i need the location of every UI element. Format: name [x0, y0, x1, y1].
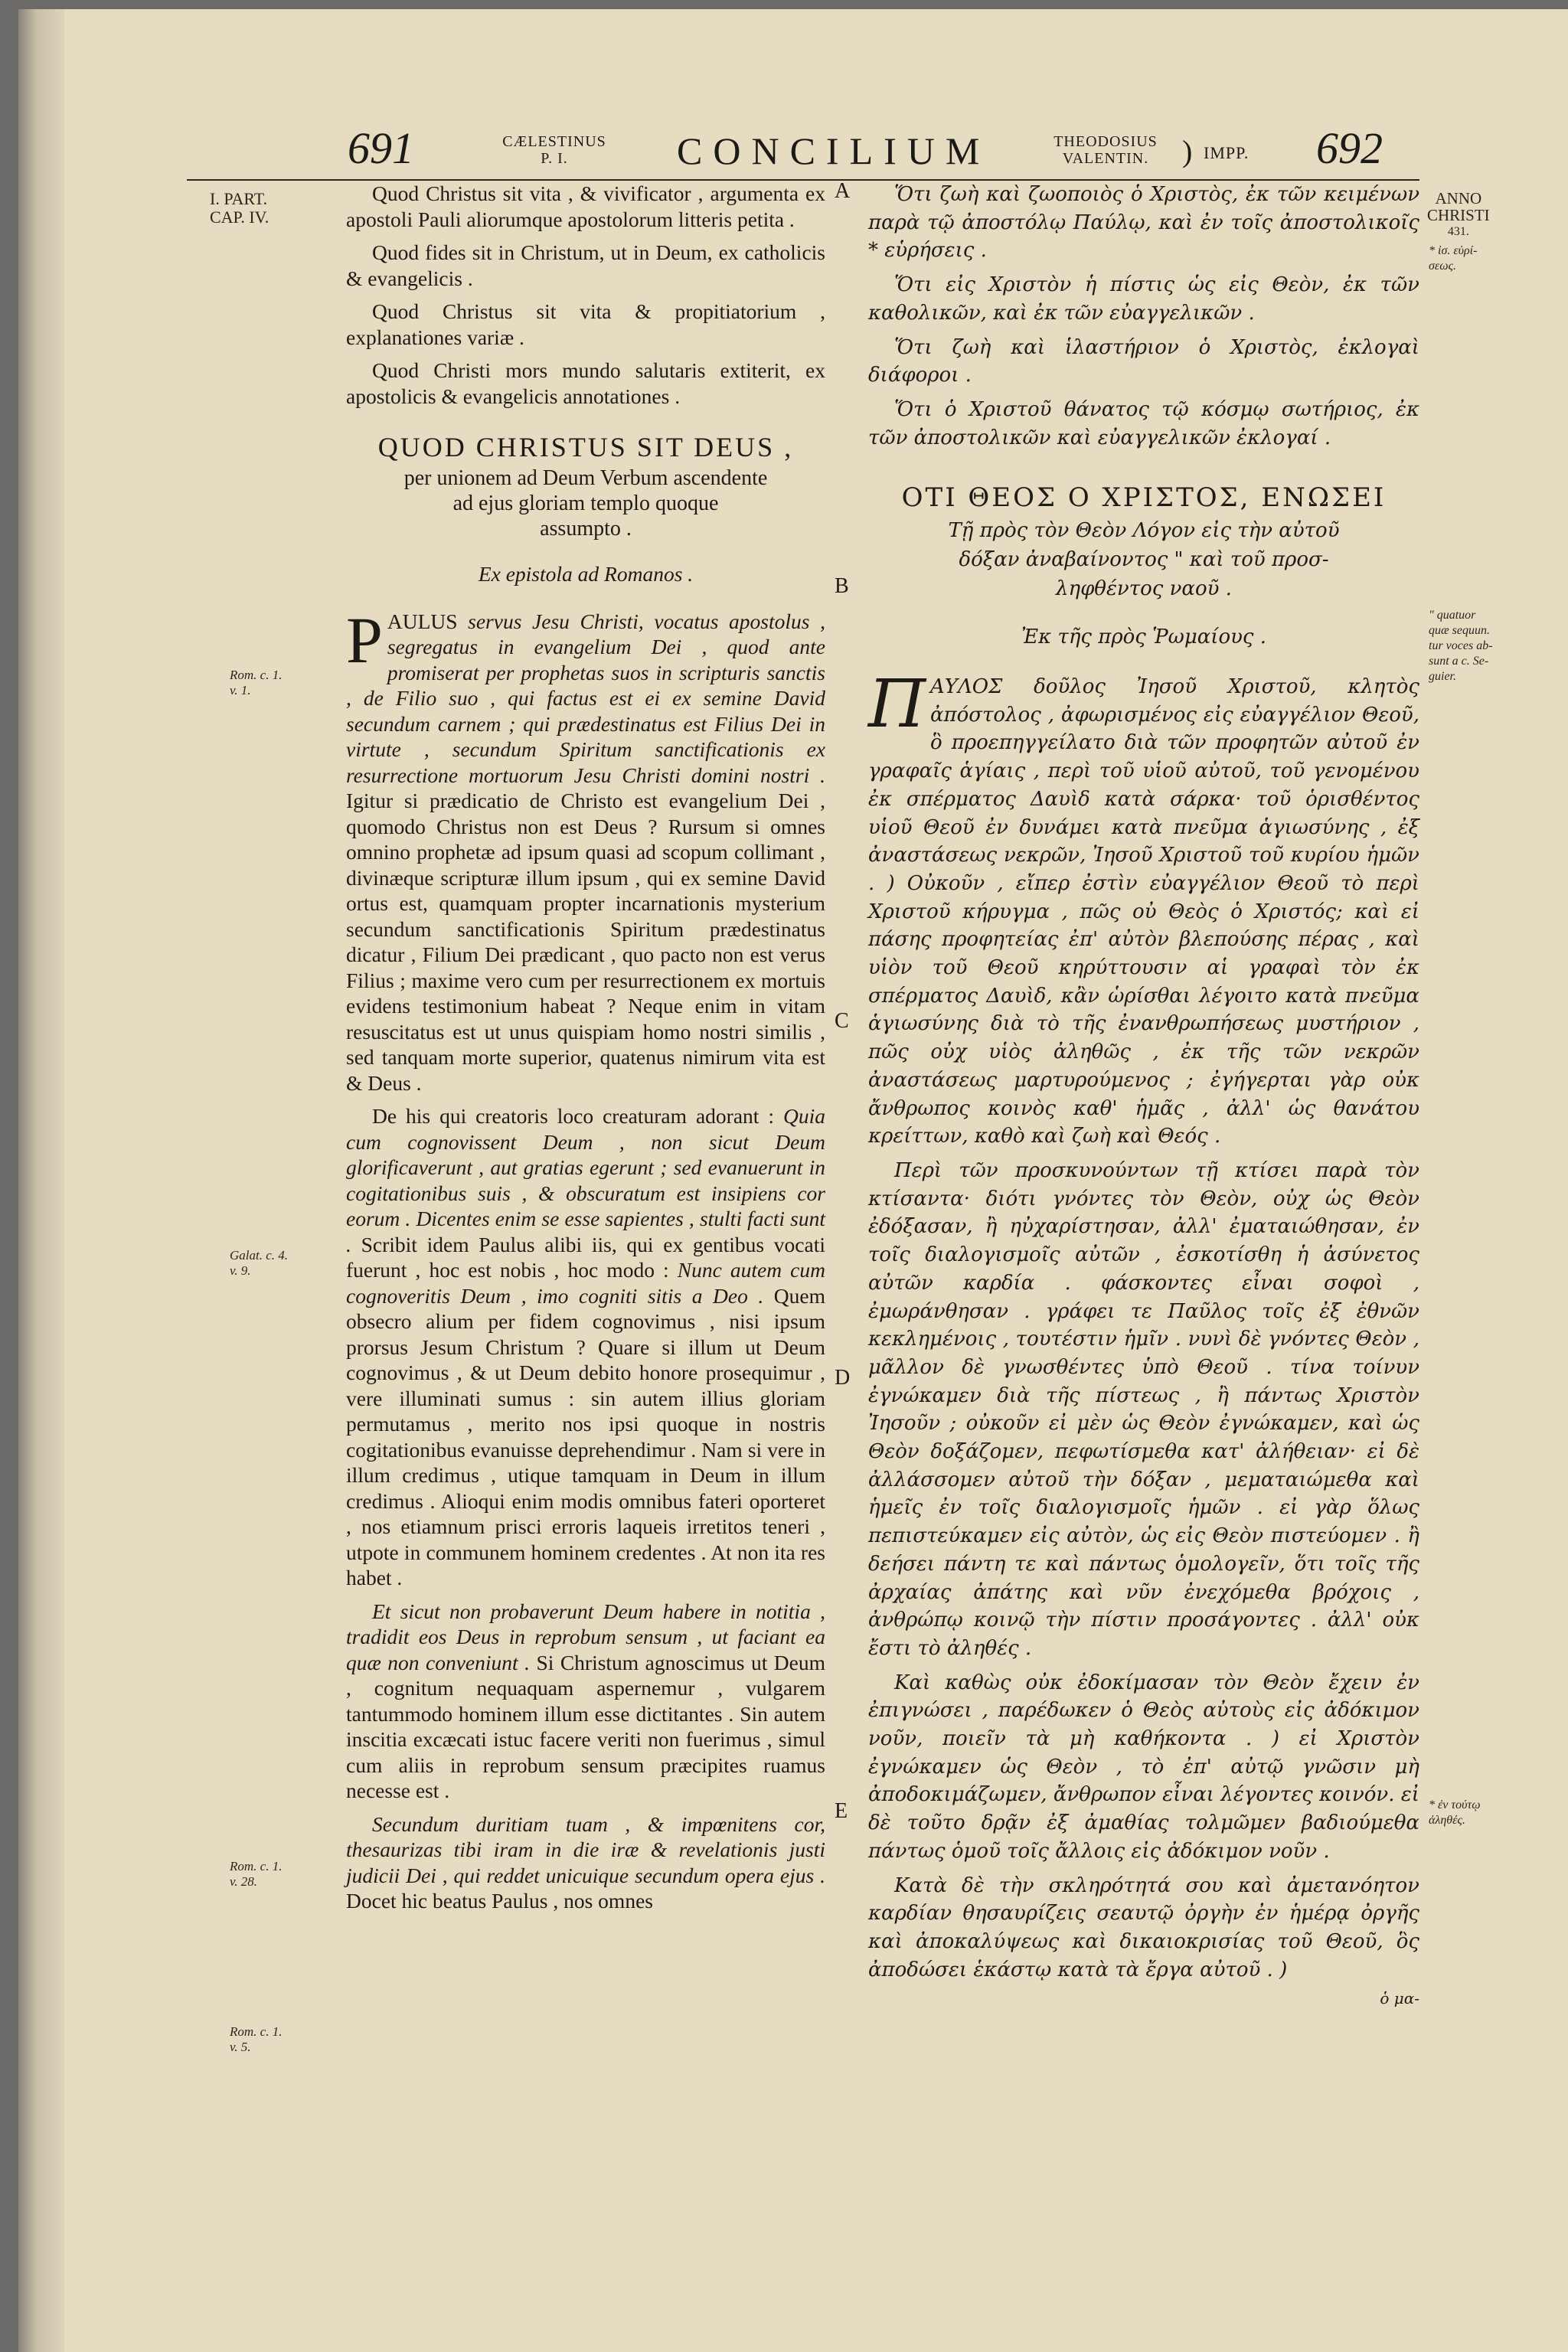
- header-emperor-2: VALENTIN.: [1062, 150, 1149, 167]
- margin-cap: CAP. IV.: [210, 207, 270, 227]
- latin-subheading-1: per unionem ad Deum Verbum ascendente: [403, 466, 768, 490]
- greek-column: [868, 181, 1419, 2007]
- margin-note-3-line2: ἀληθές.: [1429, 1814, 1465, 1827]
- latin-p4-text: Docet hic beatus Paulus , nos omnes: [346, 1889, 653, 1913]
- margin-note-2-line4: sunt a c. Se-: [1429, 655, 1489, 668]
- margin-note-2-line1: " quatuor: [1429, 609, 1476, 622]
- greek-summary-4: Ὅτι ὁ Χριστοῦ θάνατος τῷ κόσμῳ σωτήριος, ἐκ τῶν ἀποστολικῶν καὶ εὐαγγελικῶν ἐκλογαί .: [868, 397, 1419, 449]
- latin-summary-2: Quod fides sit in Christum, ut in Deum, ex catholicis & evangelicis .: [346, 240, 825, 290]
- margin-note-2-line5: guier.: [1429, 670, 1456, 683]
- page-number-right: 692: [1316, 123, 1383, 173]
- greek-subheading-1: Τῇ πρὸς τὸν Θεὸν Λόγον εἰς τὴν αὐτοῦ: [948, 519, 1340, 543]
- margin-note-3-line1: * ἐν τούτῳ: [1429, 1798, 1481, 1811]
- latin-summary-4: Quod Christi mors mundo salutaris extiterit, ex apostolicis & evangelicis annotationes .: [346, 358, 825, 408]
- latin-paragraph-2: [346, 1103, 825, 1591]
- latin-column: [346, 181, 825, 1922]
- margin-ref-rom2: [230, 1859, 282, 1890]
- section-letter-d: D: [835, 1366, 851, 1390]
- margin-part-cap: [210, 190, 269, 227]
- header-impp: IMPP.: [1204, 143, 1250, 162]
- margin-ref-galat-chapter: Galat. c. 4.: [230, 1248, 289, 1263]
- latin-p2-quote: Quia cum cognovissent Deum , non sicut Deum glorificaverunt , aut gratias egerunt ; sed evanuerunt in cogitationibus suis , & obscuratum est insipiens cor eorum . Dicentes enim se esse sapientes , stulti facti sunt .: [346, 1104, 825, 1256]
- margin-note-3: [1429, 1798, 1481, 1828]
- greek-subheading-2: δόξαν ἀναβαίνοντος " καὶ τοῦ προσ-: [959, 548, 1329, 572]
- section-letter-a: A: [835, 179, 851, 203]
- margin-note-2: [1429, 608, 1493, 684]
- section-letter-c: C: [835, 1009, 849, 1033]
- latin-p1-opening: AULUS: [387, 609, 469, 633]
- latin-p3-text: Si Christum agnoscimus ut Deum , cognitum nequaquam aspernemur , vulgarem tantummodo hominem illum esse dictitantes . Sin autem inscitia excæcati istuc facere veriti non fuerimus , simul cum aliis in reprobum sensum præcipites ruamus necesse est .: [346, 1650, 825, 1802]
- margin-note-1-line1: * ἰσ. εὑρί-: [1429, 244, 1478, 257]
- margin-anno: [1427, 190, 1490, 240]
- margin-year: 431.: [1447, 225, 1469, 238]
- margin-note-1-line2: σεως.: [1429, 260, 1456, 273]
- book-page: [18, 9, 1568, 2352]
- latin-subheading-2: ad ejus gloriam templo quoque: [452, 492, 719, 515]
- margin-ref-rom1-verse: v. 1.: [230, 683, 251, 697]
- margin-ref-rom1-chapter: Rom. c. 1.: [230, 668, 283, 682]
- margin-anno-word: ANNO: [1435, 189, 1482, 207]
- greek-paragraph-1: [868, 666, 1419, 1151]
- latin-p2-quote-2: Nunc autem cum cognoveritis Deum , imo cogniti sitis a Deo .: [346, 1258, 825, 1308]
- latin-paragraph-4: [346, 1811, 825, 1914]
- greek-section-heading: ΟΤΙ ΘΕΟΣ Ο ΧΡΙΣΤΟΣ, ΕΝΩΣΕΙ: [901, 482, 1387, 514]
- catchword: ὁ μα-: [1380, 1989, 1419, 2008]
- margin-part: I. PART.: [210, 189, 268, 208]
- greek-source-title: Ἐκ τῆς πρὸς Ῥωμαίους .: [1021, 626, 1267, 649]
- greek-subheading-3: ληφθέντος ναοῦ .: [1056, 577, 1232, 601]
- greek-summary-1: Ὅτι ζωὴ καὶ ζωοποιὸς ὁ Χριστὸς, ἐκ τῶν κειμένων παρὰ τῷ ἀποστόλῳ Παύλῳ, καὶ ἐν τοῖς ἀποστολικοῖς * εὑρήσεις .: [868, 183, 1419, 263]
- latin-p1-quote: servus Jesu Christi, vocatus apostolus , segregatus in evangelium Dei , quod ante promiserat per prophetas suos in scripturis sanctis , de Filio suo , qui factus est ei ex semine David secundum carnem ; qui prædestinatus est Filius Dei in virtute , secundum Spiritum sanctificationis ex resurrectione mortuorum Jesu Christi domini nostri .: [346, 609, 825, 787]
- greek-dropcap: Π: [868, 666, 926, 743]
- greek-paragraph-4: Κατὰ δὲ τὴν σκληρότητά σου καὶ ἀμετανόητον καρδίαν θησαυρίζεις σεαυτῷ ὀργὴν ἐν ἡμέρᾳ ὀργῆς καὶ ἀποκαλύψεως καὶ δικαιοκρισίας τοῦ Θεοῦ, ὃς ἀποδώσει ἑκάστῳ κατὰ τὰ ἔργα αὐτοῦ . ): [868, 1873, 1419, 1981]
- margin-ref-rom3-chapter: Rom. c. 1.: [230, 2024, 283, 2039]
- greek-paragraph-2: Περὶ τῶν προσκυνούντων τῇ κτίσει παρὰ τὸν κτίσαντα· διότι γνόντες τὸν Θεὸν, οὐχ ὡς Θεὸν ἐδόξασαν, ἢ ηὐχαρίστησαν, ἀλλ' ἐματαιώθησαν, ἐν τοῖς διαλογισμοῖς αὐτῶν , ἐσκοτίσθη ἡ ἀσύνετος αὐτῶν καρδία . φάσκοντες εἶναι σοφοὶ , ἐμωράνθησαν . γράφει τε Παῦλος τοῖς ἐξ ἐθνῶν κεκλημένοις , τουτέστιν ἡμῖν . νυνὶ δὲ γνόντες Θεὸν , μᾶλλον δὲ γνωσθέντες ὑπὸ Θεοῦ . τίνα τοίνυν ἐγνώκαμεν διὰ τῆς πίστεως , ἢ πάντως Χριστὸν Ἰησοῦν ; οὐκοῦν εἰ μὲν ὡς Θεὸν ἐγνώκαμεν, καὶ ὡς Θεὸν δοξάζομεν, πεφωτίσμεθα κατ' ἀλήθειαν· εἰ δὲ ἀλλάσσομεν αὐτοῦ τὴν δόξαν , μεματαιώμεθα καὶ ἡμεῖς ἐν τοῖς διαλογισμοῖς ἡμῶν . εἰ γὰρ ὅλως πεπιστεύκαμεν εἰς αὐτὸν, ὡς εἰς Θεὸν πιστεύομεν . ἢ δεήσει πάντη τε καὶ πάντως ὁμολογεῖν, ὅτι τοῖς τῆς ἀρχαίας ἀπάτης καὶ νῦν ἐνεχόμεθα βρόχοις , ἀνθρώπῳ κοινῷ τὴν πίστιν προσάγοντες . ἀλλ' οὐκ ἔστι τὸ ἀληθές .: [868, 1158, 1419, 1660]
- greek-p1-text: ΑΥΛΟΣ δοῦλος Ἰησοῦ Χριστοῦ, κλητὸς ἀπόστολος , ἀφωρισμένος εἰς εὐαγγέλιον Θεοῦ, ὃ προεπηγγείλατο διὰ τῶν προφητῶν αὐτοῦ ἐν γραφαῖς ἁγίαις , περὶ τοῦ υἱοῦ αὐτοῦ, τοῦ γενομένου ἐκ σπέρματος Δαυὶδ κατὰ σάρκα· τοῦ ὁρισθέντος υἱοῦ Θεοῦ ἐν δυνάμει κατὰ πνεῦμα ἁγιωσύνης , ἐξ ἀναστάσεως νεκρῶν, Ἰησοῦ Χριστοῦ τοῦ κυρίου ἡμῶν . ) Οὐκοῦν , εἴπερ ἐστὶν εὐαγγέλιον Θεοῦ τὸ περὶ Χριστοῦ κήρυγμα , πῶς οὐ Θεὸς ὁ Χριστός; καὶ εἰ πάσης προφητείας ἐπ' αὐτὸν βλεπούσης πέρας , καὶ υἱὸν τοῦ Θεοῦ κηρύττουσιν αἱ γραφαὶ τὸν ἐκ σπέρματος Δαυὶδ, κἂν ὡρίσθαι λέγοιτο κατὰ πνεῦμα ἁγιωσύνης διὰ τὸ τῆς ἐνανθρωπήσεως μυστήριον , πῶς οὐχ υἱὸς ἀληθῶς , ἐκ τῆς τῶν νεκρῶν ἀναστάσεως μαρτυρούμενος ; ἐγήγερται γὰρ οὐκ ἄνθρωπος κοινὸς καθ' ἡμᾶς , ἀλλ' ὡς θανάτου κρείττων, καθὸ καὶ ζωὴ καὶ Θεός .: [868, 675, 1419, 1148]
- latin-paragraph-1: [346, 603, 825, 1096]
- latin-p3-quote: Et sicut non probaverunt Deum habere in notitia , tradidit eos Deus in reprobum sensum , ut faciant ea quæ non conveniunt .: [346, 1599, 825, 1674]
- latin-p4-quote: Secundum duritiam tuam , & impœnitens cor, thesaurizas tibi iram in die iræ & revelationis justi judicii Dei , qui reddet unicuique secundum opera ejus .: [346, 1811, 825, 1887]
- header-pope: [493, 133, 616, 167]
- latin-summary-1: Quod Christus sit vita , & vivificator , argumenta ex apostoli Pauli aliorumque apostolorum litteris petita .: [346, 181, 825, 231]
- latin-subheading-3: assumpto .: [540, 517, 632, 541]
- latin-p2-text-2: Quem obsecro alium per fidem cognovimus , nisi ipsum prorsus Jesum Christum ? Quare si illum ut Deum cognovimus , & ut Deum debito honore prosequimur , vere illuminati sumus : sin autem illius gloriam permutamus , merito nos ipsi quoque in nostris cogitationibus evanuisse deprehendimur . Nam si vere in illum credimus , utique tamquam in Deum in illum credimus . Alioqui enim modis omnibus fateri oporteret , nos etiamnum prisci erroris laqueis irretitos teneri , utpote in communem hominem credentes . At non ita res habet .: [346, 1283, 825, 1589]
- greek-summary-3: Ὅτι ζωὴ καὶ ἱλαστήριον ὁ Χριστὸς, ἐκλογαὶ διάφοροι .: [868, 335, 1419, 387]
- margin-ref-rom2-verse: v. 28.: [230, 1874, 258, 1889]
- latin-paragraph-3: [346, 1599, 825, 1804]
- page-number-left: 691: [348, 123, 414, 173]
- latin-dropcap: P: [346, 603, 383, 677]
- margin-note-2-line3: tur voces ab-: [1429, 639, 1493, 652]
- section-letter-e: E: [835, 1799, 848, 1823]
- header-title: CONCILIUM: [677, 129, 991, 172]
- margin-ref-rom2-chapter: Rom. c. 1.: [230, 1859, 283, 1873]
- margin-christi-word: CHRISTI: [1427, 206, 1490, 224]
- margin-ref-rom3-verse: v. 5.: [230, 2040, 251, 2054]
- greek-summary-2: Ὅτι εἰς Χριστὸν ἡ πίστις ὡς εἰς Θεὸν, ἐκ τῶν καθολικῶν, καὶ ἐκ τῶν εὐαγγελικῶν .: [868, 273, 1419, 325]
- latin-section-heading: QUOD CHRISTUS SIT DEUS ,: [377, 432, 794, 462]
- header-pope-name: CÆLESTINUS: [502, 133, 606, 150]
- header-pope-number: P. I.: [541, 150, 568, 167]
- margin-ref-galat-verse: v. 9.: [230, 1263, 251, 1278]
- margin-ref-rom1: [230, 668, 282, 698]
- greek-paragraph-3: Καὶ καθὼς οὐκ ἐδοκίμασαν τὸν Θεὸν ἔχειν ἐν ἐπιγνώσει , παρέδωκεν ὁ Θεὸς αὐτοὺς εἰς ἀδόκιμον νοῦν, ποιεῖν τὰ μὴ καθήκοντα . ) εἰ Χριστὸν ἐγνώκαμεν ὡς Θεὸν , τὸ ἐπ' αὐτῷ γνῶσιν μὴ ἀποδοκιμάζωμεν, ἄνθρωπον εἶναι λέγοντες κοινόν. εἰ δὲ τοῦτο δρᾷν ἐξ ἀμαθίας τολμῶμεν βαδιούμεθα πάντως ὁμοῦ τοῖς ἄλλοις εἰς ἀδόκιμον νοῦν .: [868, 1671, 1419, 1863]
- margin-note-2-line2: quæ sequun.: [1429, 624, 1490, 637]
- latin-p1-text: Igitur si prædicatio de Christo est evangelium Dei , quomodo Christus non est Deus ? Rursum si omnes omnino prophetæ ad ipsum quasi ad scopum collimant , divinæque scripturæ illum ipsum , qui ex semine David ortus est, quamquam propter incarnationis mysterium secundum sanctificationis Spiritum prædestinatus dicatur , Filium Dei prædicant , quo pacto non est verus Filius ; maxime vero cum per resurrectionem ex mortuis evidens testimonium habeat ? Neque enim in vitam resuscitatus est ut unus quispiam homo nostri similis , sed tanquam morte superior, quatenus nimirum vita est & Deus .: [346, 789, 825, 1095]
- header-bracket: ): [1182, 134, 1193, 168]
- section-letter-b: B: [835, 574, 849, 598]
- latin-source-title: Ex epistola ad Romanos .: [478, 562, 694, 586]
- header-emperor-1: THEODOSIUS: [1054, 133, 1158, 150]
- latin-p2-lead: De his qui creatoris loco creaturam adorant :: [372, 1104, 783, 1128]
- margin-ref-rom3: [230, 2024, 282, 2055]
- header-emperors: [1033, 133, 1178, 167]
- latin-p2-text: Scribit idem Paulus alibi iis, qui ex gentibus vocati fuerunt , hoc est nobis , hoc modo :: [346, 1232, 825, 1282]
- latin-summary-3: Quod Christus sit vita & propitiatorium , explanationes variæ .: [346, 299, 825, 349]
- margin-ref-galat: [230, 1248, 288, 1279]
- page-edge: [18, 9, 64, 2352]
- margin-note-1: [1429, 243, 1477, 274]
